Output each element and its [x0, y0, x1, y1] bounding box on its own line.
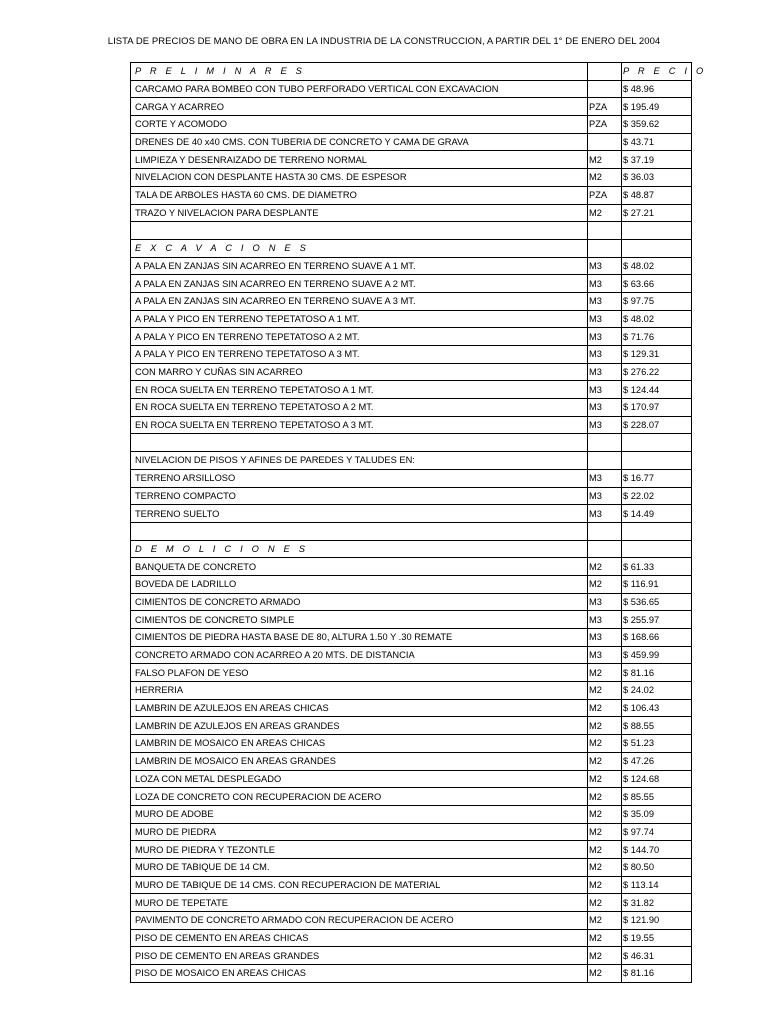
price-cell — [622, 434, 692, 452]
table-row — [131, 788, 692, 806]
price-cell: $ 43.71 — [622, 133, 692, 151]
price-table — [130, 62, 707, 983]
unit-cell — [588, 80, 622, 98]
description-cell: E X C A V A C I O N E S — [131, 239, 588, 257]
unit-cell — [588, 434, 622, 452]
description-cell — [131, 522, 588, 540]
price-cell: $ 24.02 — [622, 682, 692, 700]
description-cell: FALSO PLAFON DE YESO — [131, 664, 588, 682]
description-cell: EN ROCA SUELTA EN TERRENO TEPETATOSO A 1 MT. — [131, 381, 588, 399]
price-cell: $ 195.49 — [622, 98, 692, 116]
unit-cell: M2 — [588, 169, 622, 187]
price-cell: $ 48.02 — [622, 257, 692, 275]
table-row — [131, 399, 692, 417]
price-cell: $ 19.55 — [622, 929, 692, 947]
price-cell: $ 85.55 — [622, 788, 692, 806]
table-row — [131, 823, 692, 841]
unit-cell: M3 — [588, 257, 622, 275]
unit-cell — [588, 222, 622, 240]
unit-cell: M3 — [588, 629, 622, 647]
unit-cell: M2 — [588, 841, 622, 859]
table-row — [131, 858, 692, 876]
unit-cell: M2 — [588, 894, 622, 912]
price-cell: $ 22.02 — [622, 487, 692, 505]
table-row — [131, 735, 692, 753]
price-cell: $ 48.87 — [622, 186, 692, 204]
table-row — [131, 487, 692, 505]
description-cell: NIVELACION CON DESPLANTE HASTA 30 CMS. DE ESPESOR — [131, 169, 588, 187]
description-cell — [131, 434, 588, 452]
table-row — [131, 575, 692, 593]
price-cell — [622, 239, 692, 257]
description-cell: LOZA CON METAL DESPLEGADO — [131, 770, 588, 788]
unit-cell: M3 — [588, 381, 622, 399]
table-row — [131, 717, 692, 735]
price-cell: $ 35.09 — [622, 805, 692, 823]
description-cell: MURO DE PIEDRA Y TEZONTLE — [131, 841, 588, 859]
table-row — [131, 876, 692, 894]
price-cell: $ 129.31 — [622, 346, 692, 364]
price-cell: $ 61.33 — [622, 558, 692, 576]
price-cell: $ 48.96 — [622, 80, 692, 98]
unit-cell: M2 — [588, 947, 622, 965]
unit-cell: M3 — [588, 611, 622, 629]
section-header-row — [131, 540, 692, 558]
unit-cell: M3 — [588, 469, 622, 487]
table-row — [131, 257, 692, 275]
description-cell: CIMIENTOS DE PIEDRA HASTA BASE DE 80, ALTURA 1.50 Y .30 REMATE — [131, 629, 588, 647]
unit-cell: M3 — [588, 292, 622, 310]
unit-cell: M2 — [588, 805, 622, 823]
description-cell: PISO DE MOSAICO EN AREAS CHICAS — [131, 965, 588, 983]
table-row — [131, 328, 692, 346]
unit-cell: M2 — [588, 752, 622, 770]
description-cell: EN ROCA SUELTA EN TERRENO TEPETATOSO A 2 MT. — [131, 399, 588, 417]
unit-cell: M3 — [588, 487, 622, 505]
price-cell — [622, 540, 692, 558]
unit-cell — [588, 452, 622, 470]
description-cell: CARCAMO PARA BOMBEO CON TUBO PERFORADO VERTICAL CON EXCAVACION — [131, 80, 588, 98]
unit-cell: PZA — [588, 116, 622, 134]
price-cell: $ 113.14 — [622, 876, 692, 894]
price-cell: $ 63.66 — [622, 275, 692, 293]
blank-row — [131, 222, 692, 240]
description-cell — [131, 222, 588, 240]
price-cell: $ 144.70 — [622, 841, 692, 859]
price-cell: $ 88.55 — [622, 717, 692, 735]
table-row — [131, 558, 692, 576]
table-row — [131, 646, 692, 664]
price-cell: $ 170.97 — [622, 399, 692, 417]
price-cell: $ 71.76 — [622, 328, 692, 346]
description-cell: MURO DE TEPETATE — [131, 894, 588, 912]
section-header-row — [131, 239, 692, 257]
unit-cell: M3 — [588, 363, 622, 381]
table-row — [131, 805, 692, 823]
table-row — [131, 469, 692, 487]
unit-cell: M3 — [588, 310, 622, 328]
price-cell: $ 255.97 — [622, 611, 692, 629]
unit-cell: M2 — [588, 717, 622, 735]
description-cell: LAMBRIN DE AZULEJOS EN AREAS CHICAS — [131, 699, 588, 717]
table-row — [131, 929, 692, 947]
unit-cell: M2 — [588, 823, 622, 841]
description-cell: TERRENO ARSILLOSO — [131, 469, 588, 487]
table-row — [131, 894, 692, 912]
price-cell: $ 121.90 — [622, 912, 692, 930]
table-row — [131, 80, 692, 98]
description-cell: NIVELACION DE PISOS Y AFINES DE PAREDES Y TALUDES EN: — [131, 452, 588, 470]
description-cell: CARGA Y ACARREO — [131, 98, 588, 116]
price-cell: $ 51.23 — [622, 735, 692, 753]
description-cell: A PALA EN ZANJAS SIN ACARREO EN TERRENO SUAVE A 2 MT. — [131, 275, 588, 293]
blank-row — [131, 522, 692, 540]
table-row — [131, 381, 692, 399]
unit-cell: M3 — [588, 346, 622, 364]
description-cell: DRENES DE 40 x40 CMS. CON TUBERIA DE CONCRETO Y CAMA DE GRAVA — [131, 133, 588, 151]
price-cell: $ 36.03 — [622, 169, 692, 187]
table-row — [131, 452, 692, 470]
table-row — [131, 363, 692, 381]
unit-cell: M2 — [588, 788, 622, 806]
description-cell: EN ROCA SUELTA EN TERRENO TEPETATOSO A 3 MT. — [131, 416, 588, 434]
table-row — [131, 682, 692, 700]
description-cell: A PALA EN ZANJAS SIN ACARREO EN TERRENO SUAVE A 1 MT. — [131, 257, 588, 275]
price-cell: $ 106.43 — [622, 699, 692, 717]
price-cell: $ 16.77 — [622, 469, 692, 487]
table-row — [131, 752, 692, 770]
price-cell: $ 47.26 — [622, 752, 692, 770]
description-cell: MURO DE PIEDRA — [131, 823, 588, 841]
table-row — [131, 593, 692, 611]
description-cell: BOVEDA DE LADRILLO — [131, 575, 588, 593]
unit-cell: M2 — [588, 151, 622, 169]
table-row — [131, 151, 692, 169]
description-cell: D E M O L I C I O N E S — [131, 540, 588, 558]
table-row — [131, 204, 692, 222]
unit-cell: M2 — [588, 204, 622, 222]
table-row — [131, 770, 692, 788]
unit-cell: PZA — [588, 98, 622, 116]
table-row — [131, 629, 692, 647]
price-cell: $ 37.19 — [622, 151, 692, 169]
price-cell: $ 46.31 — [622, 947, 692, 965]
unit-cell: M3 — [588, 275, 622, 293]
section-header-row — [131, 63, 692, 81]
table-row — [131, 611, 692, 629]
unit-cell — [588, 239, 622, 257]
description-cell: PISO DE CEMENTO EN AREAS GRANDES — [131, 947, 588, 965]
price-cell — [622, 522, 692, 540]
price-cell: P R E C I O — [622, 63, 692, 81]
unit-cell: M2 — [588, 664, 622, 682]
price-cell: $ 81.16 — [622, 664, 692, 682]
unit-cell: M2 — [588, 682, 622, 700]
description-cell: CORTE Y ACOMODO — [131, 116, 588, 134]
table-row — [131, 186, 692, 204]
price-cell — [622, 222, 692, 240]
description-cell: A PALA Y PICO EN TERRENO TEPETATOSO A 1 MT. — [131, 310, 588, 328]
price-cell: $ 168.66 — [622, 629, 692, 647]
description-cell: PAVIMENTO DE CONCRETO ARMADO CON RECUPERACION DE ACERO — [131, 912, 588, 930]
unit-cell: M2 — [588, 699, 622, 717]
unit-cell: PZA — [588, 186, 622, 204]
table-row — [131, 292, 692, 310]
price-cell — [622, 452, 692, 470]
price-cell: $ 81.16 — [622, 965, 692, 983]
unit-cell: M2 — [588, 912, 622, 930]
description-cell: MURO DE TABIQUE DE 14 CMS. CON RECUPERACION DE MATERIAL — [131, 876, 588, 894]
description-cell: CON MARRO Y CUÑAS SIN ACARREO — [131, 363, 588, 381]
price-cell: $ 97.74 — [622, 823, 692, 841]
blank-row — [131, 434, 692, 452]
table-row — [131, 699, 692, 717]
table-row — [131, 841, 692, 859]
price-cell: $ 14.49 — [622, 505, 692, 523]
unit-cell — [588, 522, 622, 540]
price-cell: $ 228.07 — [622, 416, 692, 434]
unit-cell: M2 — [588, 965, 622, 983]
unit-cell: M3 — [588, 593, 622, 611]
description-cell: LAMBRIN DE MOSAICO EN AREAS CHICAS — [131, 735, 588, 753]
description-cell: LOZA DE CONCRETO CON RECUPERACION DE ACERO — [131, 788, 588, 806]
table-row — [131, 664, 692, 682]
description-cell: BANQUETA DE CONCRETO — [131, 558, 588, 576]
description-cell: TERRENO COMPACTO — [131, 487, 588, 505]
unit-cell: M3 — [588, 646, 622, 664]
description-cell: A PALA EN ZANJAS SIN ACARREO EN TERRENO SUAVE A 3 MT. — [131, 292, 588, 310]
description-cell: A PALA Y PICO EN TERRENO TEPETATOSO A 2 MT. — [131, 328, 588, 346]
unit-cell: M3 — [588, 399, 622, 417]
description-cell: TERRENO SUELTO — [131, 505, 588, 523]
table-row — [131, 947, 692, 965]
description-cell: LAMBRIN DE AZULEJOS EN AREAS GRANDES — [131, 717, 588, 735]
unit-cell: M3 — [588, 505, 622, 523]
unit-cell: M3 — [588, 416, 622, 434]
table-row — [131, 310, 692, 328]
price-cell: $ 97.75 — [622, 292, 692, 310]
unit-cell: M2 — [588, 735, 622, 753]
description-cell: LAMBRIN DE MOSAICO EN AREAS GRANDES — [131, 752, 588, 770]
description-cell: CIMIENTOS DE CONCRETO ARMADO — [131, 593, 588, 611]
price-cell: $ 359.62 — [622, 116, 692, 134]
description-cell: PISO DE CEMENTO EN AREAS CHICAS — [131, 929, 588, 947]
table-row — [131, 505, 692, 523]
unit-cell: M2 — [588, 558, 622, 576]
table-row — [131, 346, 692, 364]
table-row — [131, 965, 692, 983]
price-cell: $ 116.91 — [622, 575, 692, 593]
description-cell: MURO DE TABIQUE DE 14 CM. — [131, 858, 588, 876]
table-row — [131, 169, 692, 187]
price-cell: $ 124.68 — [622, 770, 692, 788]
table-row — [131, 98, 692, 116]
price-cell: $ 48.02 — [622, 310, 692, 328]
table-row — [131, 275, 692, 293]
unit-cell — [588, 133, 622, 151]
price-cell: $ 124.44 — [622, 381, 692, 399]
table-row — [131, 133, 692, 151]
price-cell: $ 80.50 — [622, 858, 692, 876]
unit-cell: M2 — [588, 876, 622, 894]
description-cell: LIMPIEZA Y DESENRAIZADO DE TERRENO NORMAL — [131, 151, 588, 169]
price-cell: $ 27.21 — [622, 204, 692, 222]
price-cell: $ 459.99 — [622, 646, 692, 664]
description-cell: TRAZO Y NIVELACION PARA DESPLANTE — [131, 204, 588, 222]
unit-cell: M2 — [588, 929, 622, 947]
description-cell: TALA DE ARBOLES HASTA 60 CMS. DE DIAMETRO — [131, 186, 588, 204]
unit-cell: M3 — [588, 328, 622, 346]
price-cell: $ 276.22 — [622, 363, 692, 381]
table-row — [131, 416, 692, 434]
description-cell: MURO DE ADOBE — [131, 805, 588, 823]
document-title: LISTA DE PRECIOS DE MANO DE OBRA EN LA INDUSTRIA DE LA CONSTRUCCION, A PARTIR DEL 1° DE ENERO DEL 2004 — [107, 36, 661, 47]
table-row — [131, 116, 692, 134]
description-cell: HERRERIA — [131, 682, 588, 700]
table-row — [131, 912, 692, 930]
price-cell: $ 536.65 — [622, 593, 692, 611]
description-cell: P R E L I M I N A R E S — [131, 63, 588, 81]
description-cell: CIMIENTOS DE CONCRETO SIMPLE — [131, 611, 588, 629]
description-cell: CONCRETO ARMADO CON ACARREO A 20 MTS. DE DISTANCIA — [131, 646, 588, 664]
unit-cell — [588, 540, 622, 558]
description-cell: A PALA Y PICO EN TERRENO TEPETATOSO A 3 MT. — [131, 346, 588, 364]
unit-cell: M2 — [588, 858, 622, 876]
unit-cell: M2 — [588, 770, 622, 788]
unit-cell — [588, 63, 622, 81]
price-cell: $ 31.82 — [622, 894, 692, 912]
unit-cell: M2 — [588, 575, 622, 593]
